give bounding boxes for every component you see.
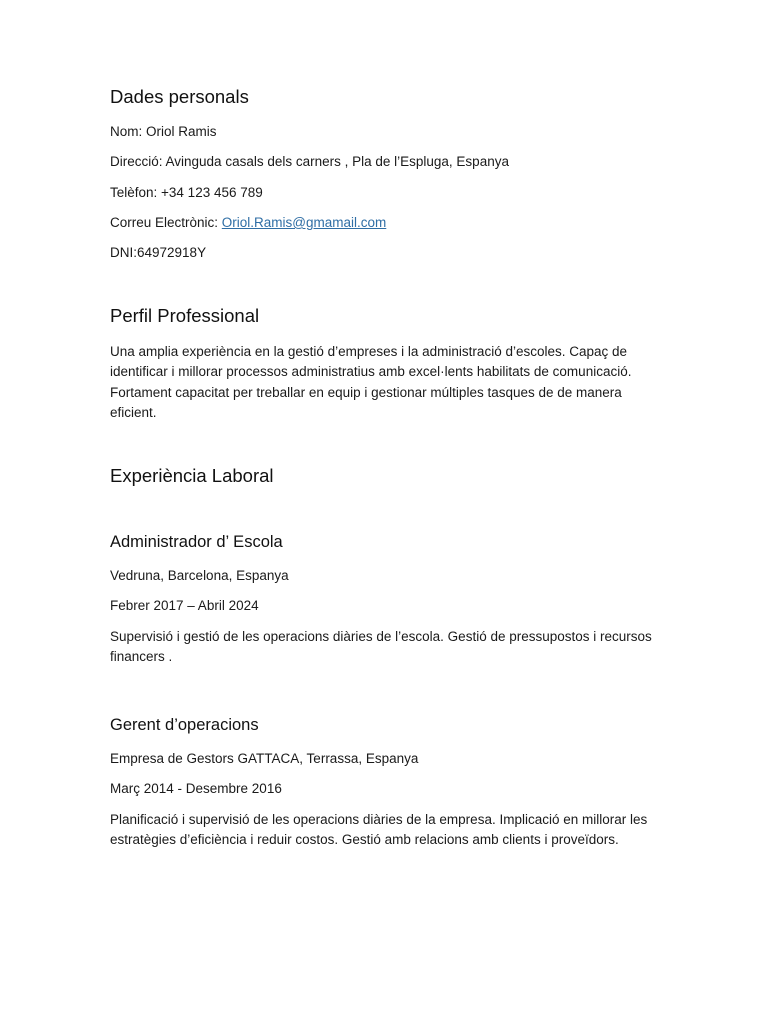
job-dates: Març 2014 - Desembre 2016 — [110, 781, 282, 796]
job-place: Empresa de Gestors GATTACA, Terrassa, Espanya — [110, 751, 419, 766]
job-dates: Febrer 2017 – Abril 2024 — [110, 598, 259, 613]
personal-data-heading: Dades personals — [110, 86, 249, 107]
email-line — [110, 213, 386, 233]
address-line: Direcció: Avinguda casals dels carners , Pla de l’Espluga, Espanya — [110, 154, 509, 169]
experience-heading: Experiència Laboral — [110, 465, 274, 486]
job-title: Administrador d’ Escola — [110, 533, 283, 551]
job-description: Planificació i supervisió de les operacions diàries de la empresa. Implicació en millorar les estratègies d’eficiència i reduir costos. Gestió amb relacions amb clients i proveïdors. — [110, 812, 648, 848]
email-label: Correu Electrònic: — [110, 215, 222, 230]
email-link[interactable]: Oriol.Ramis@gmamail.com — [221, 215, 387, 230]
profile-heading: Perfil Professional — [110, 305, 260, 326]
phone-line: Telèfon: +34 123 456 789 — [110, 185, 263, 200]
job-description: Supervisió i gestió de les operacions diàries de l’escola. Gestió de pressupostos i recursos financers . — [110, 629, 652, 665]
profile-text: Una amplia experiència en la gestió d’empreses i la administració d’escoles. Capaç de identificar i millorar processos administratius amb excel·lents habilitats de comunicació. Fortament capacitat per treballar en equip i gestionar múltiples tasques de de manera eficient. — [110, 344, 632, 421]
job-title: Gerent d’operacions — [110, 716, 259, 734]
dni-line: DNI:64972918Y — [110, 245, 207, 260]
job-place: Vedruna, Barcelona, Espanya — [110, 568, 289, 583]
name-line: Nom: Oriol Ramis — [110, 124, 217, 139]
